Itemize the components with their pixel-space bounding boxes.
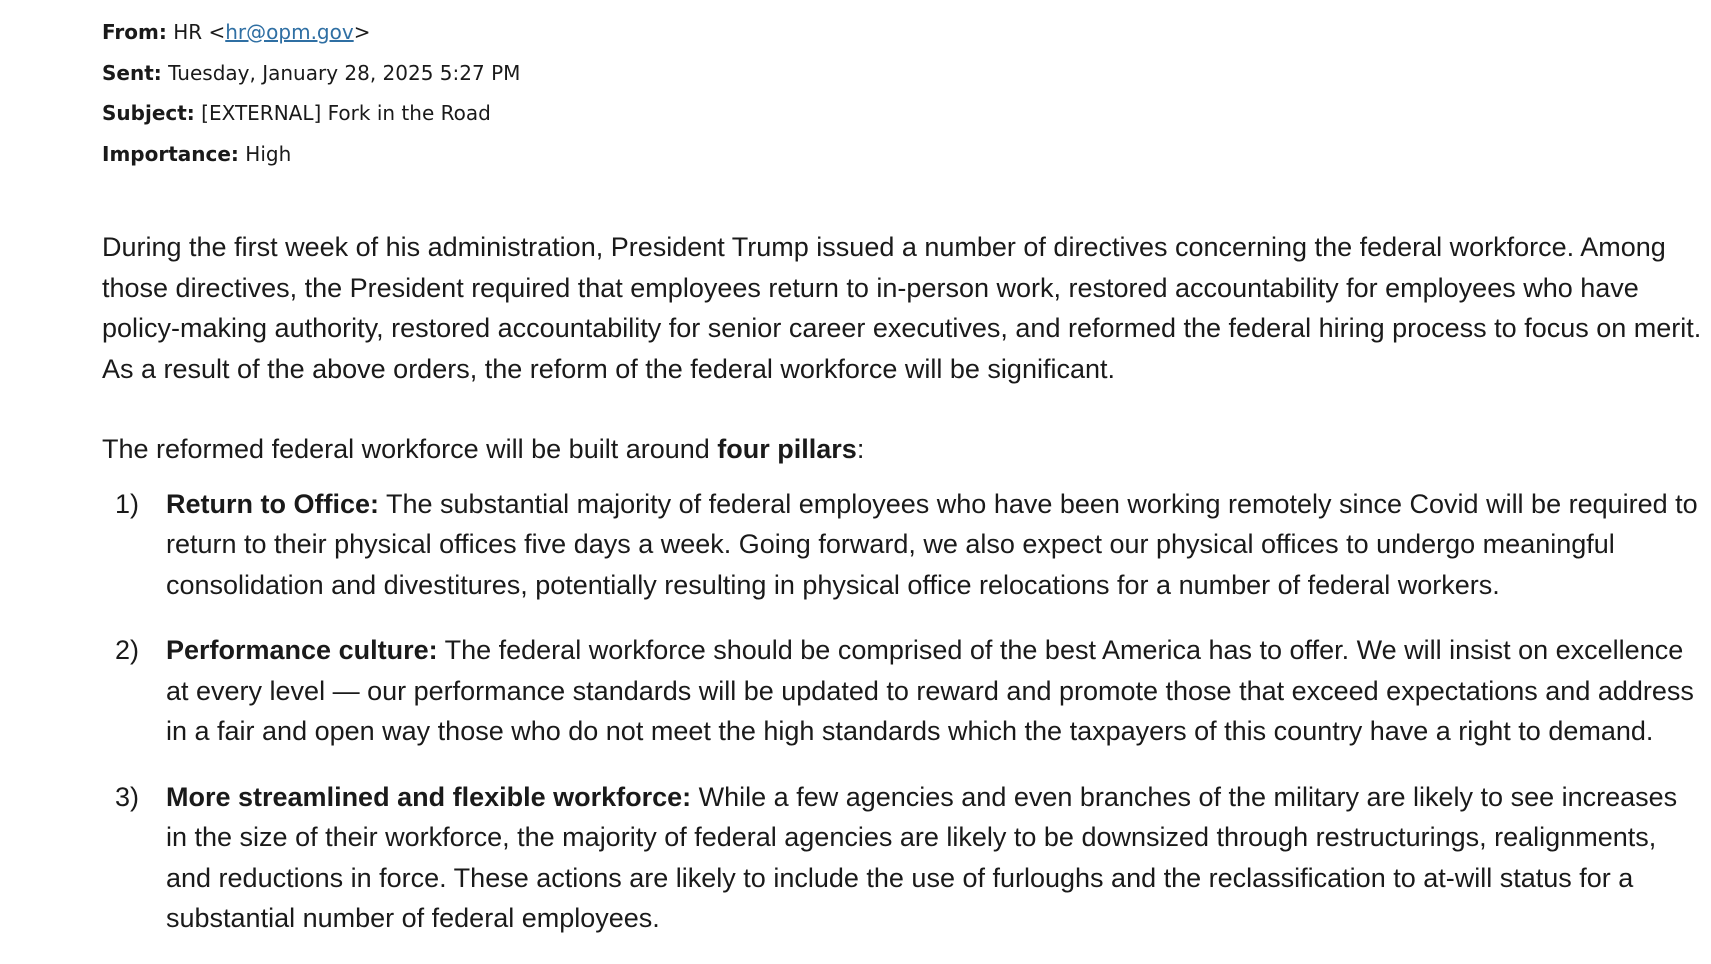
pillar-item-performance-culture [102,630,1702,752]
pillar-text: The federal workforce should be comprised of the best America has to offer. We will insist on excellence at every level — our performance standards will be updated to reward and promote those that exceed expectations and address in a fair and open way those who do not meet the high standards which the taxpayers of this country have a right to demand. [166,635,1694,746]
subject-value: [EXTERNAL] Fork in the Road [201,101,491,125]
subject-label: Subject: [102,101,195,125]
from-line [102,12,1702,53]
pillars-intro-bold: four pillars [717,434,857,464]
from-name: HR < [173,20,226,44]
subject-line [102,93,1702,134]
pillar-text: While a few agencies and even branches of the military are likely to see increases in the size of their workforce, the majority of federal agencies are likely to be downsized through restructurings, realignments, and reductions in force. These actions are likely to include the use of furloughs and the reclassification to at-will status for a substantial number of federal employees. [166,781,1678,933]
from-email-link[interactable]: hr@opm.gov [225,20,354,44]
from-close: > [353,20,371,44]
pillar-item-return-to-office [102,484,1702,606]
sent-line [102,53,1702,94]
pillar-title: More streamlined and flexible workforce: [166,781,692,812]
importance-value: High [245,141,292,166]
email-message [102,12,1702,964]
pillar-list [102,484,1702,939]
pillar-text: The substantial majority of federal employees who have been working remotely since Covid will be required to return to their physical offices five days a week. Going forward, we also expect our physical offices to undergo meaningful consolidation and divestitures, potentially resulting in physical office relocations for a number of federal workers. [166,488,1698,600]
intro-paragraph: During the first week of his administration, President Trump issued a number of directives concerning the federal workforce. Among those directives, the President required that employees return to in-person work, restored accountability for employees who have policy-making authority, restored accountability for senior career executives, and reformed the federal hiring process to focus on merit. As a result of the above orders, the reform of the federal workforce will be significant. [102,232,1702,384]
pillar-item-streamlined-workforce [102,777,1702,939]
pillar-number: 1) [115,488,140,519]
importance-line [102,134,1702,175]
from-label: From: [102,20,167,44]
email-body [102,227,1702,939]
pillar-number: 2) [115,635,140,665]
sent-label: Sent: [102,60,162,85]
pillar-title: Performance culture: [166,635,438,665]
pillars-intro-paragraph [102,429,1702,470]
importance-label: Importance: [102,141,239,166]
sent-value: Tuesday, January 28, 2025 5:27 PM [168,60,521,85]
pillars-intro-colon: : [856,434,865,464]
pillar-title: Return to Office: [166,488,379,519]
email-headers [102,12,1702,174]
pillar-number: 3) [115,781,140,812]
pillars-intro-text: The reformed federal workforce will be built around [102,434,718,464]
